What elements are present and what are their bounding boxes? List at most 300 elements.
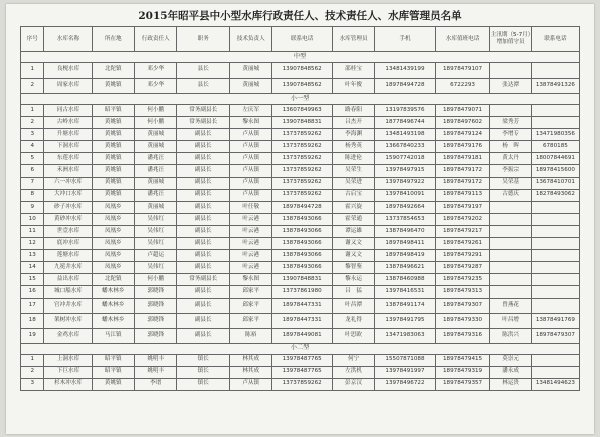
table-cell: 何宁: [332, 354, 374, 366]
table-cell: 吴伟红: [135, 213, 177, 225]
table-cell: 邱家平: [230, 298, 272, 313]
table-cell: 18: [21, 313, 44, 328]
table-cell: 13878496621: [375, 262, 435, 274]
table-cell: 卢从镇: [230, 165, 272, 177]
table-cell: 18978479071: [435, 105, 490, 117]
table-cell: 黄丽城: [230, 63, 272, 79]
table-cell: 霍兴旋: [332, 201, 374, 213]
table-cell: 19: [21, 328, 44, 343]
table-cell: 郭晓锋: [135, 286, 177, 298]
table-cell: 副县长: [177, 129, 230, 141]
table-cell: 吴荣生: [332, 165, 374, 177]
table-cell: 6: [21, 165, 44, 177]
table-cell: 蟠木林乡: [92, 313, 134, 328]
table-cell: 11: [21, 225, 44, 237]
table-cell: 13978497915: [375, 165, 435, 177]
table-cell: 18978479357: [435, 378, 490, 390]
table-cell: 何小鹏: [135, 274, 177, 286]
table-cell: 蟠木林乡: [92, 298, 134, 313]
table-cell: 周家水库: [44, 78, 92, 94]
table-cell: 陈裕: [230, 328, 272, 343]
table-cell: 18978479291: [435, 250, 490, 262]
table-cell: 卢从镇: [230, 153, 272, 165]
table-cell: 梁秀芳: [490, 117, 531, 129]
table-cell: 13878493066: [272, 238, 332, 250]
table-cell: 潘永成: [490, 366, 531, 378]
reservoir-roster-table: [20, 26, 580, 391]
table-cell: 下巨水库: [44, 366, 92, 378]
table-cell: 城口船水库: [44, 286, 92, 298]
table-cell: 曾燕花: [490, 298, 531, 313]
table-cell: 18978479217: [435, 225, 490, 237]
table-cell: 镇长: [177, 366, 230, 378]
table-cell: 13978497922: [375, 177, 435, 189]
table-cell: 凤凰乡: [92, 262, 134, 274]
table-cell: 18978447331: [272, 298, 332, 313]
table-row: [21, 286, 580, 298]
table-cell: 潘兆汪: [135, 165, 177, 177]
table-cell: 叶思欧: [332, 328, 374, 343]
table-cell: 4: [21, 141, 44, 153]
table-cell: 副县长: [177, 328, 230, 343]
table-cell: 莲塘水库: [44, 250, 92, 262]
table-cell: 良枧水库: [44, 63, 92, 79]
table-cell: 18978479235: [435, 274, 490, 286]
table-cell: 13471983063: [375, 328, 435, 343]
table-cell: 龙礼得: [332, 313, 374, 328]
table-cell: 叶云港: [230, 250, 272, 262]
table-cell: 副县长: [177, 177, 230, 189]
table-cell: 13667840233: [375, 141, 435, 153]
table-cell: 副县长: [177, 153, 230, 165]
table-cell: 常务副县长: [177, 117, 230, 129]
table-cell: 叶云港: [230, 213, 272, 225]
table-cell: 黎智鉴: [332, 262, 374, 274]
table-cell: 13878496470: [375, 225, 435, 237]
table-cell: [531, 213, 579, 225]
table-cell: 黄丽城: [230, 78, 272, 94]
header-cell: 水库管理员: [332, 27, 374, 52]
table-cell: 18978479313: [435, 286, 490, 298]
table-cell: 18978479307: [531, 328, 579, 343]
table-cell: [490, 105, 531, 117]
table-cell: 黄丽城: [135, 141, 177, 153]
table-cell: 2: [21, 117, 44, 129]
table-row: [21, 366, 580, 378]
table-cell: 黄太丹: [490, 153, 531, 165]
table-cell: 李海渊: [332, 129, 374, 141]
table-cell: 昭平镇: [92, 105, 134, 117]
table-cell: 18978494728: [272, 201, 332, 213]
table-cell: 卢从镇: [230, 129, 272, 141]
table-cell: 13907848562: [272, 78, 332, 94]
table-cell: 升塘水库: [44, 129, 92, 141]
table-cell: 18978498419: [375, 250, 435, 262]
table-cell: 副县长: [177, 225, 230, 237]
table-cell: 姚明丰: [135, 366, 177, 378]
table-cell: 18978479261: [435, 238, 490, 250]
table-row: [21, 213, 580, 225]
table-cell: 邵桂宝: [332, 63, 374, 79]
table-cell: 黄丽城: [135, 201, 177, 213]
table-cell: 叶云港: [230, 238, 272, 250]
header-cell: 联系电话: [531, 27, 579, 52]
table-cell: 吴伟红: [135, 262, 177, 274]
table-cell: 谭运雄: [332, 225, 374, 237]
table-cell: 18978479181: [435, 153, 490, 165]
table-row: [21, 328, 580, 343]
table-cell: 18978479415: [435, 354, 490, 366]
table-cell: [531, 354, 579, 366]
table-cell: 副县长: [177, 298, 230, 313]
table-cell: 18978447331: [272, 313, 332, 328]
table-row: [21, 225, 580, 237]
table-cell: 18978479113: [435, 189, 490, 201]
table-cell: 吕杰开: [332, 117, 374, 129]
table-cell: 凤凰乡: [92, 238, 134, 250]
table-cell: 黄姚镇: [92, 141, 134, 153]
table-cell: 叶昌增: [490, 313, 531, 328]
header-cell: 技术负责人: [230, 27, 272, 52]
table-cell: 副县长: [177, 213, 230, 225]
table-cell: [531, 117, 579, 129]
table-cell: 路春阳: [332, 105, 374, 117]
table-cell: 18978479124: [435, 129, 490, 141]
table-cell: 18978479202: [435, 213, 490, 225]
table-cell: 大冲口水库: [44, 189, 92, 201]
table-cell: [531, 201, 579, 213]
table-cell: [531, 250, 579, 262]
table-cell: 13481493198: [375, 129, 435, 141]
table-row: [21, 250, 580, 262]
table-cell: 13878491174: [375, 298, 435, 313]
table-cell: 杨 晖: [490, 141, 531, 153]
table-cell: 邱家平: [230, 313, 272, 328]
table-cell: 莫崇元: [490, 354, 531, 366]
table-cell: 古岭水库: [44, 117, 92, 129]
table-cell: 黄姚镇: [92, 165, 134, 177]
table-cell: 黄姚镇: [92, 129, 134, 141]
table-cell: [490, 213, 531, 225]
table-row: [21, 117, 580, 129]
table-cell: 彭京汉: [332, 378, 374, 390]
table-row: [21, 105, 580, 117]
table-cell: 18978494728: [375, 78, 435, 94]
table-cell: [531, 298, 579, 313]
table-cell: 黎永图: [230, 274, 272, 286]
table-cell: 李谱: [135, 378, 177, 390]
table-cell: 霍荣通: [332, 213, 374, 225]
table-cell: 六一冲水库: [44, 177, 92, 189]
table-cell: 副县长: [177, 313, 230, 328]
table-cell: 县长: [177, 78, 230, 94]
table-cell: 18978479197: [435, 201, 490, 213]
table-cell: 3: [21, 378, 44, 390]
header-cell: 行政责任人: [135, 27, 177, 52]
table-row: [21, 78, 580, 94]
table-cell: 18978497602: [435, 117, 490, 129]
table-cell: 同古水库: [44, 105, 92, 117]
header-cell: 主汛期（5-7月）增加值守员: [490, 27, 531, 52]
header-cell: 所在地: [92, 27, 134, 52]
table-cell: 18978479316: [435, 328, 490, 343]
table-cell: 10: [21, 213, 44, 225]
table-cell: 16: [21, 286, 44, 298]
table-cell: 18978449081: [272, 328, 332, 343]
table-cell: 叶云港: [230, 262, 272, 274]
table-row: [21, 354, 580, 366]
table-cell: 18978479307: [435, 298, 490, 313]
table-cell: 13978487765: [272, 354, 332, 366]
table-cell: 副县长: [177, 286, 230, 298]
table-cell: 13878493066: [272, 250, 332, 262]
table-cell: 13878460988: [375, 274, 435, 286]
table-cell: 黎永图: [230, 117, 272, 129]
section-label: 小一型: [21, 94, 580, 105]
table-cell: [531, 274, 579, 286]
table-cell: 1: [21, 63, 44, 79]
table-cell: 左庆军: [230, 105, 272, 117]
table-row: [21, 313, 580, 328]
table-cell: 官冲井水库: [44, 298, 92, 313]
table-cell: 益出水库: [44, 274, 92, 286]
table-cell: 13878493066: [272, 213, 332, 225]
table-cell: 东莲水库: [44, 153, 92, 165]
table-cell: 李振宗: [490, 165, 531, 177]
header-cell: 水库名称: [44, 27, 92, 52]
table-cell: 谢又文: [332, 238, 374, 250]
table-cell: 黄姚镇: [92, 78, 134, 94]
section-header-row: [21, 343, 580, 354]
table-cell: 18978479172: [435, 177, 490, 189]
table-cell: 9: [21, 201, 44, 213]
table-cell: 8: [21, 189, 44, 201]
table-cell: 13978416531: [375, 286, 435, 298]
header-cell: 联系电话: [272, 27, 332, 52]
table-cell: 郭晓锋: [135, 298, 177, 313]
table-cell: 18978479172: [435, 165, 490, 177]
table-cell: 黄姚镇: [92, 189, 134, 201]
table-cell: 6722293: [435, 78, 490, 94]
table-cell: 13737859262: [272, 378, 332, 390]
table-row: [21, 153, 580, 165]
table-cell: [531, 63, 579, 79]
table-cell: 北陀镇: [92, 63, 134, 79]
table-cell: 黄丽城: [135, 129, 177, 141]
table-cell: 林其成: [230, 366, 272, 378]
table-cell: 北陀镇: [92, 274, 134, 286]
table-cell: 13878491326: [531, 78, 579, 94]
table-cell: [531, 238, 579, 250]
table-cell: 13737854653: [375, 213, 435, 225]
table-cell: [531, 225, 579, 237]
table-cell: 砂子冲水库: [44, 201, 92, 213]
table-cell: 13607849963: [272, 105, 332, 117]
table-cell: 邓少华: [135, 63, 177, 79]
table-cell: 何小鹏: [135, 105, 177, 117]
table-cell: 邱家平: [230, 286, 272, 298]
table-cell: 金鸡水库: [44, 328, 92, 343]
table-cell: 黄姚镇: [92, 117, 134, 129]
table-cell: 邓少华: [135, 78, 177, 94]
table-cell: 2: [21, 78, 44, 94]
table-cell: 18978492664: [375, 201, 435, 213]
section-label: 中型: [21, 52, 580, 63]
table-cell: 13: [21, 250, 44, 262]
table-cell: 吴荣基: [490, 177, 531, 189]
table-cell: [531, 366, 579, 378]
table-cell: 郭晓锋: [135, 313, 177, 328]
table-cell: 1: [21, 105, 44, 117]
table-row: [21, 63, 580, 79]
table-cell: 常务副县长: [177, 105, 230, 117]
table-cell: 杨秀英: [332, 141, 374, 153]
table-cell: 副县长: [177, 262, 230, 274]
table-cell: 13978410091: [375, 189, 435, 201]
table-cell: 13471980356: [531, 129, 579, 141]
table-cell: 九冕井水库: [44, 262, 92, 274]
table-cell: 左洪机: [332, 366, 374, 378]
table-cell: 副县长: [177, 165, 230, 177]
table-cell: 郭晓锋: [135, 328, 177, 343]
table-cell: 13978487765: [272, 366, 332, 378]
table-cell: 13737859262: [272, 129, 332, 141]
table-cell: [531, 105, 579, 117]
table-cell: 蟠木林乡: [92, 286, 134, 298]
table-row: [21, 274, 580, 286]
table-cell: 世壹水库: [44, 225, 92, 237]
table-cell: 黄姚镇: [92, 153, 134, 165]
table-cell: 黄姚镇: [92, 177, 134, 189]
table-cell: 林运贵: [490, 378, 531, 390]
table-row: [21, 298, 580, 313]
table-cell: [490, 274, 531, 286]
table-cell: 18978498411: [375, 238, 435, 250]
table-cell: 黄砂冲水库: [44, 213, 92, 225]
table-cell: [490, 225, 531, 237]
table-cell: 古启宝: [332, 189, 374, 201]
table-cell: 陈进伦: [332, 153, 374, 165]
table-cell: 杉木冲水库: [44, 378, 92, 390]
table-cell: 吴伟红: [135, 238, 177, 250]
document-title: 2015年昭平县中小型水库行政责任人、技术责任人、水库管理员名单: [138, 10, 462, 22]
table-cell: 卢从镇: [230, 189, 272, 201]
table-cell: 13737859262: [272, 177, 332, 189]
table-cell: 13907848831: [272, 117, 332, 129]
table-cell: 卢从镇: [230, 378, 272, 390]
section-label: 小二型: [21, 343, 580, 354]
table-cell: 15507871088: [375, 354, 435, 366]
table-cell: 镇长: [177, 354, 230, 366]
table-cell: 何小鹏: [135, 117, 177, 129]
table-cell: 副县长: [177, 189, 230, 201]
table-cell: 叶云港: [230, 225, 272, 237]
table-cell: 吴伟红: [135, 225, 177, 237]
document-page: [6, 4, 594, 434]
table-cell: 13737859262: [272, 153, 332, 165]
table-cell: 古德庆: [490, 189, 531, 201]
table-cell: 13737859262: [272, 189, 332, 201]
table-cell: 1: [21, 354, 44, 366]
table-row: [21, 189, 580, 201]
table-cell: 架树冲水库: [44, 313, 92, 328]
table-cell: [490, 262, 531, 274]
table-cell: 14: [21, 262, 44, 274]
table-cell: 18978479176: [435, 141, 490, 153]
table-cell: 18978479330: [435, 313, 490, 328]
table-row: [21, 129, 580, 141]
section-header-row: [21, 52, 580, 63]
table-cell: [531, 286, 579, 298]
table-cell: 18778496744: [375, 117, 435, 129]
table-cell: 13878493066: [272, 262, 332, 274]
table-cell: 副县长: [177, 250, 230, 262]
table-cell: 5: [21, 153, 44, 165]
table-cell: 副县长: [177, 141, 230, 153]
table-cell: 13481494623: [531, 378, 579, 390]
table-cell: 6780185: [531, 141, 579, 153]
table-cell: 县长: [177, 63, 230, 79]
table-cell: 马江镇: [92, 328, 134, 343]
table-cell: 13978491795: [375, 313, 435, 328]
table-cell: 13878493066: [272, 225, 332, 237]
table-cell: 凤凰乡: [92, 213, 134, 225]
table-cell: 2: [21, 366, 44, 378]
table-cell: 昭平镇: [92, 354, 134, 366]
table-cell: 13737861980: [272, 286, 332, 298]
table-cell: 7: [21, 177, 44, 189]
table-cell: 副县长: [177, 238, 230, 250]
header-cell: 水库值班电话: [435, 27, 490, 52]
table-row: [21, 177, 580, 189]
table-cell: 黎永运: [332, 274, 374, 286]
table-cell: 18007844691: [531, 153, 579, 165]
table-cell: 17: [21, 298, 44, 313]
table-cell: 林其成: [230, 354, 272, 366]
table-row: [21, 262, 580, 274]
header-cell: 手机: [375, 27, 435, 52]
table-cell: 13907848831: [272, 274, 332, 286]
table-cell: 昭平镇: [92, 366, 134, 378]
table-cell: 18978479319: [435, 366, 490, 378]
table-row: [21, 201, 580, 213]
table-cell: 18278493062: [531, 189, 579, 201]
table-cell: 禾洲水库: [44, 165, 92, 177]
table-cell: 卢从镇: [230, 177, 272, 189]
header-cell: 序号: [21, 27, 44, 52]
table-cell: 13978496722: [375, 378, 435, 390]
table-cell: 吴荣进: [332, 177, 374, 189]
table-cell: 13907848562: [272, 63, 332, 79]
table-cell: 叶任敬: [230, 201, 272, 213]
table-cell: 13678410701: [531, 177, 579, 189]
table-cell: 黄姚镇: [92, 378, 134, 390]
table-cell: 13878491769: [531, 313, 579, 328]
table-cell: 13737859262: [272, 141, 332, 153]
table-cell: 凤凰乡: [92, 225, 134, 237]
table-cell: 12: [21, 238, 44, 250]
table-cell: 副县长: [177, 201, 230, 213]
table-row: [21, 165, 580, 177]
table-row: [21, 141, 580, 153]
table-cell: 凤凰乡: [92, 250, 134, 262]
table-cell: 潘兆汪: [135, 189, 177, 201]
table-cell: 13978491997: [375, 366, 435, 378]
table-cell: 镇长: [177, 378, 230, 390]
table-cell: 谢又文: [332, 250, 374, 262]
table-cell: 18978479107: [435, 63, 490, 79]
table-cell: 凤凰乡: [92, 201, 134, 213]
